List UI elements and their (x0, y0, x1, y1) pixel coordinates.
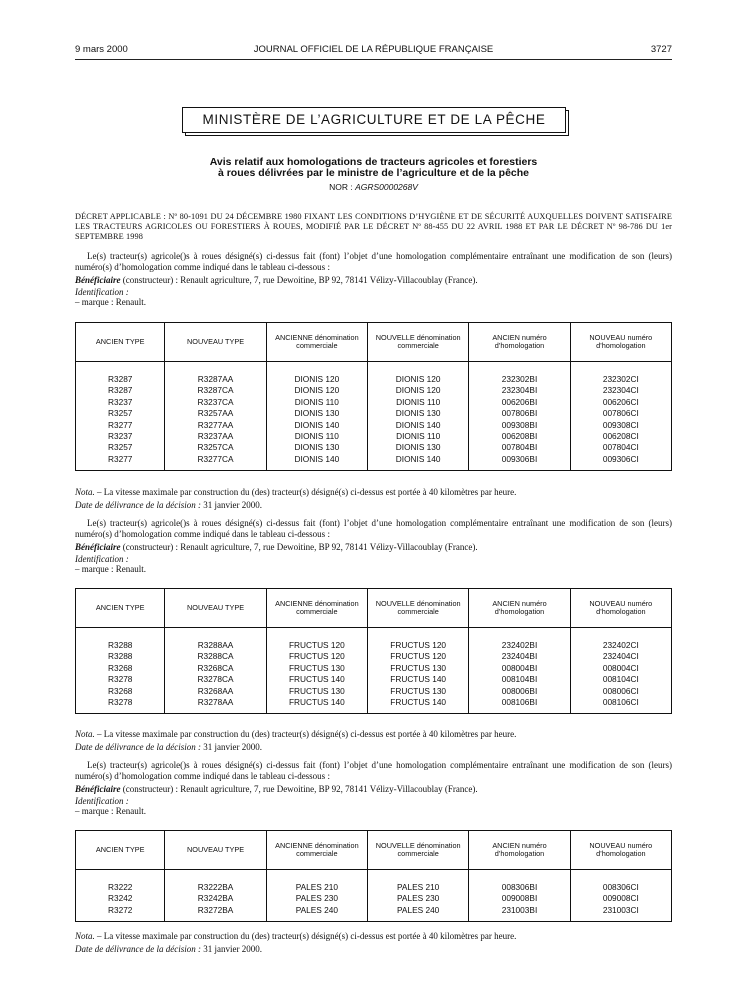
col-nouveau-homol: NOUVEAU numéro d’homologation (570, 831, 671, 870)
section-3-notes (75, 930, 672, 955)
nota-label: Nota. (75, 729, 95, 739)
issue-date: 9 mars 2000 (75, 44, 128, 55)
cell-nouveau-type: R3257AA (165, 408, 266, 419)
cell-ancienne-denom: PALES 230 (266, 893, 367, 904)
section-2-identification: Identification : (75, 553, 129, 564)
col-ancien-homol: ANCIEN numéro d’homologation (469, 323, 570, 362)
cell-nouveau-homol: 232304CI (602, 385, 639, 396)
table-row (76, 374, 672, 385)
beneficiaire-text: (constructeur) : Renault agriculture, 7, rue Dewoitine, BP 92, 78141 Vélizy-Villacoublay (France). (120, 784, 478, 795)
cell-ancienne-denom: PALES 210 (266, 882, 367, 893)
table-spacer-row (76, 870, 672, 883)
cell-ancien-type: R3268 (76, 686, 165, 697)
spacer-cell (570, 465, 671, 471)
table-row (76, 442, 672, 453)
cell-ancien-homol: 231003BI (469, 905, 570, 916)
spacer-cell (469, 708, 570, 714)
spacer-cell (165, 916, 266, 922)
col-ancienne-denom: ANCIENNE dénomination commerciale (266, 589, 367, 628)
section-1-beneficiaire (75, 275, 672, 286)
table-row (76, 697, 672, 708)
cell-nouveau-homol: 007804CI (602, 442, 639, 453)
spacer-cell (76, 362, 165, 375)
date-value: 31 janvier 2000. (200, 741, 262, 752)
nor-value: AGRS0000268V (355, 182, 418, 192)
spacer-cell (368, 708, 469, 714)
spacer-cell (165, 362, 266, 375)
cell-ancienne-denom: FRUCTUS 140 (266, 697, 367, 708)
table-row (76, 905, 672, 916)
spacer-cell (368, 628, 469, 641)
cell-ancien-homol: 232404BI (469, 651, 570, 662)
col-ancien-homol: ANCIEN numéro d’homologation (469, 589, 570, 628)
date-label: Date de délivrance de la décision : (75, 499, 201, 510)
spacer-cell (570, 628, 671, 641)
cell-ancien-type: R3278 (76, 697, 165, 708)
spacer-cell (76, 628, 165, 641)
cell-nouveau-type: R3277AA (165, 420, 266, 431)
cell-ancien-type: R3237 (76, 397, 165, 408)
cell-nouvelle-denom: FRUCTUS 120 (368, 640, 469, 651)
cell-ancien-type: R3222 (76, 882, 165, 893)
section-2-marque: – marque : Renault. (75, 564, 146, 575)
cell-nouveau-homol: 008306CI (602, 882, 639, 892)
spacer-cell (469, 362, 570, 375)
table-row (76, 385, 672, 396)
col-nouveau-type: NOUVEAU TYPE (165, 323, 266, 362)
header-rule (75, 59, 672, 60)
cell-nouveau-homol: 006206CI (602, 396, 639, 407)
decree-text: DÉCRET APPLICABLE : Nº 80-1091 DU 24 DÉCEMBRE 1980 FIXANT LES CONDITIONS D’HYGIÈNE ET DE SÉCURITÉ AUXQUELLES DOIVENT SATISFAIRE LES TRACTEURS AGRICOLES OU FORESTIERS À ROUES, MODIFIÉ PAR LE DÉCRET Nº 88-455 DU 22 AVRIL 1988 ET PAR LE DÉCRET Nº 98-786 DU 1er SEPTEMBRE 1998 (75, 212, 672, 242)
cell-ancien-homol: 009308BI (469, 420, 570, 431)
section-2-table (75, 588, 672, 714)
cell-nouvelle-denom: DIONIS 120 (368, 374, 469, 385)
col-ancienne-denom: ANCIENNE dénomination commerciale (266, 323, 367, 362)
section-2-intro: Le(s) tracteur(s) agricole()s à roues désigné(s) ci-dessus fait (font) l’objet d’une homologation complémentaire entraînant une modification de son (leurs) numéro(s) d’homologation comme indiqué dans le tableau ci-dessous : (75, 518, 672, 539)
cell-ancienne-denom: DIONIS 120 (266, 385, 367, 396)
beneficiaire-text: (constructeur) : Renault agriculture, 7, rue Dewoitine, BP 92, 78141 Vélizy-Villacoublay (France). (120, 275, 478, 286)
spacer-cell (266, 708, 367, 714)
nota-text: – La vitesse maximale par construction du (des) tracteur(s) désigné(s) ci-dessus est portée à 40 kilomètres par heure. (94, 487, 517, 497)
cell-nouveau-type: R3242BA (165, 893, 266, 904)
spacer-cell (165, 870, 266, 883)
cell-ancienne-denom: DIONIS 120 (266, 374, 367, 385)
cell-ancienne-denom: DIONIS 140 (266, 420, 367, 431)
spacer-cell (76, 916, 165, 922)
section-2-notes (75, 728, 672, 753)
journal-title: JOURNAL OFFICIEL DE LA RÉPUBLIQUE FRANÇAISE (253, 44, 494, 55)
nota-text: – La vitesse maximale par construction du (des) tracteur(s) désigné(s) ci-dessus est portée à 40 kilomètres par heure. (94, 931, 517, 941)
cell-ancien-homol: 006206BI (469, 397, 570, 408)
cell-ancienne-denom: FRUCTUS 140 (266, 674, 367, 685)
cell-ancien-type: R3268 (76, 663, 165, 674)
cell-nouveau-homol: 009308CI (602, 419, 639, 430)
cell-ancien-homol: 008104BI (469, 674, 570, 685)
section-3-beneficiaire (75, 784, 672, 795)
section-3-table (75, 830, 672, 922)
col-nouvelle-denom: NOUVELLE dénomination commerciale (368, 589, 469, 628)
cell-ancien-homol: 008004BI (469, 663, 570, 674)
beneficiaire-label: Bénéficiaire (75, 542, 121, 553)
cell-nouveau-type: R3268AA (165, 686, 266, 697)
spacer-cell (165, 628, 266, 641)
section-2-beneficiaire (75, 542, 672, 553)
section-3-intro-block (75, 760, 672, 817)
section-2-table-body (76, 628, 672, 714)
cell-nouveau-homol: 007806CI (602, 408, 639, 419)
cell-nouveau-homol: 009008CI (602, 893, 639, 904)
cell-ancien-type: R3257 (76, 408, 165, 419)
spacer-cell (469, 870, 570, 883)
table-spacer-row (76, 465, 672, 471)
table-row (76, 408, 672, 419)
spacer-cell (76, 870, 165, 883)
table-row (76, 454, 672, 465)
cell-ancien-homol: 009306BI (469, 454, 570, 465)
col-ancienne-denom: ANCIENNE dénomination commerciale (266, 831, 367, 870)
cell-nouvelle-denom: PALES 240 (368, 905, 469, 916)
spacer-cell (266, 362, 367, 375)
cell-nouvelle-denom: DIONIS 110 (368, 397, 469, 408)
nor-reference (75, 182, 672, 192)
date-value: 31 janvier 2000. (200, 499, 262, 510)
section-1-notes (75, 486, 672, 511)
table-row (76, 663, 672, 674)
table-header-row (76, 323, 672, 362)
col-ancien-type: ANCIEN TYPE (76, 831, 165, 870)
section-3-identification: Identification : (75, 795, 129, 806)
spacer-cell (570, 916, 671, 922)
table-spacer-row (76, 916, 672, 922)
cell-ancienne-denom: FRUCTUS 120 (266, 651, 367, 662)
cell-ancien-homol: 232402BI (469, 640, 570, 651)
section-1-intro: Le(s) tracteur(s) agricole()s à roues désigné(s) ci-dessus fait (font) l’objet d’une homologation complémentaire entraînant une modification de son (leurs) numéro(s) d’homologation comme indiqué dans le tableau ci-dessous : (75, 251, 672, 272)
cell-nouveau-type: R3288AA (165, 640, 266, 651)
cell-nouvelle-denom: DIONIS 120 (368, 385, 469, 396)
cell-ancien-homol: 007806BI (469, 408, 570, 419)
col-ancien-type: ANCIEN TYPE (76, 589, 165, 628)
table-row (76, 397, 672, 408)
section-3-table-body (76, 870, 672, 922)
cell-nouveau-homol: 008104CI (602, 674, 639, 685)
table-row (76, 674, 672, 685)
cell-nouveau-homol: 232302CI (602, 374, 639, 384)
cell-nouvelle-denom: DIONIS 140 (368, 420, 469, 431)
nor-label: NOR : (329, 182, 353, 192)
spacer-cell (368, 870, 469, 883)
cell-ancien-homol: 232304BI (469, 385, 570, 396)
spacer-cell (368, 362, 469, 375)
notice-title-line-1: Avis relatif aux homologations de tracteurs agricoles et forestiers (209, 156, 538, 168)
spacer-cell (165, 465, 266, 471)
spacer-cell (469, 465, 570, 471)
section-1-identification: Identification : (75, 286, 129, 297)
spacer-cell (76, 708, 165, 714)
date-value: 31 janvier 2000. (200, 943, 262, 954)
cell-ancien-homol: 006208BI (469, 431, 570, 442)
cell-nouveau-type: R3268CA (165, 663, 266, 674)
cell-nouveau-homol: 232404CI (602, 651, 639, 662)
spacer-cell (165, 708, 266, 714)
ministry-box: MINISTÈRE DE L’AGRICULTURE ET DE LA PÊCHE (182, 107, 566, 133)
cell-ancien-type: R3278 (76, 674, 165, 685)
cell-nouveau-type: R3222BA (165, 882, 266, 893)
section-1-intro-block (75, 251, 672, 308)
cell-ancien-type: R3277 (76, 420, 165, 431)
date-label: Date de délivrance de la décision : (75, 943, 201, 954)
table-row (76, 431, 672, 442)
page-number: 3727 (650, 44, 672, 55)
col-nouveau-homol: NOUVEAU numéro d’homologation (570, 589, 671, 628)
cell-nouveau-homol: 009306CI (602, 453, 639, 464)
beneficiaire-label: Bénéficiaire (75, 784, 121, 795)
col-ancien-homol: ANCIEN numéro d’homologation (469, 831, 570, 870)
table-header-row (76, 589, 672, 628)
section-3-marque: – marque : Renault. (75, 806, 146, 817)
cell-nouveau-type: R3287CA (165, 385, 266, 396)
cell-nouvelle-denom: FRUCTUS 120 (368, 651, 469, 662)
cell-ancienne-denom: DIONIS 130 (266, 442, 367, 453)
cell-nouveau-homol: 006208CI (602, 431, 639, 442)
beneficiaire-text: (constructeur) : Renault agriculture, 7, rue Dewoitine, BP 92, 78141 Vélizy-Villacoublay (France). (120, 542, 478, 553)
cell-nouvelle-denom: DIONIS 110 (368, 431, 469, 442)
cell-ancien-type: R3237 (76, 431, 165, 442)
notice-title-line-2: à roues délivrées par le ministre de l’agriculture et de la pêche (217, 167, 530, 179)
table-row (76, 882, 672, 893)
cell-ancien-homol: 007804BI (469, 442, 570, 453)
cell-ancien-type: R3287 (76, 374, 165, 385)
cell-nouveau-type: R3287AA (165, 374, 266, 385)
cell-ancienne-denom: FRUCTUS 130 (266, 686, 367, 697)
cell-nouveau-type: R3278AA (165, 697, 266, 708)
notice-title (75, 157, 672, 179)
section-1-table (75, 322, 672, 471)
cell-nouveau-type: R3277CA (165, 454, 266, 465)
cell-nouvelle-denom: FRUCTUS 140 (368, 674, 469, 685)
beneficiaire-label: Bénéficiaire (75, 275, 121, 286)
cell-nouveau-type: R3237AA (165, 431, 266, 442)
cell-nouveau-homol: 232402CI (602, 640, 639, 650)
spacer-cell (266, 870, 367, 883)
cell-nouveau-homol: 008106CI (602, 697, 639, 708)
col-nouveau-type: NOUVEAU TYPE (165, 831, 266, 870)
cell-nouveau-homol: 231003CI (602, 904, 639, 915)
table-row (76, 640, 672, 651)
cell-ancienne-denom: DIONIS 130 (266, 408, 367, 419)
cell-nouveau-type: R3272BA (165, 905, 266, 916)
cell-nouveau-type: R3257CA (165, 442, 266, 453)
section-1-table-body (76, 362, 672, 471)
spacer-cell (266, 916, 367, 922)
nota-label: Nota. (75, 487, 95, 497)
cell-nouveau-homol: 008006CI (602, 685, 639, 696)
cell-ancien-type: R3288 (76, 640, 165, 651)
cell-ancien-homol: 009008BI (469, 893, 570, 904)
nota-label: Nota. (75, 931, 95, 941)
table-spacer-row (76, 708, 672, 714)
cell-nouvelle-denom: DIONIS 140 (368, 454, 469, 465)
spacer-cell (266, 628, 367, 641)
spacer-cell (368, 916, 469, 922)
table-spacer-row (76, 628, 672, 641)
table-header-row (76, 831, 672, 870)
table-row (76, 686, 672, 697)
cell-nouvelle-denom: PALES 230 (368, 893, 469, 904)
cell-nouveau-type: R3237CA (165, 397, 266, 408)
cell-nouveau-type: R3288CA (165, 651, 266, 662)
cell-ancienne-denom: FRUCTUS 130 (266, 663, 367, 674)
cell-ancienne-denom: DIONIS 140 (266, 454, 367, 465)
cell-ancienne-denom: DIONIS 110 (266, 431, 367, 442)
spacer-cell (469, 628, 570, 641)
table-row (76, 651, 672, 662)
cell-nouvelle-denom: FRUCTUS 130 (368, 686, 469, 697)
cell-nouvelle-denom: FRUCTUS 130 (368, 663, 469, 674)
table-row (76, 420, 672, 431)
table-spacer-row (76, 362, 672, 375)
spacer-cell (368, 465, 469, 471)
cell-ancienne-denom: DIONIS 110 (266, 397, 367, 408)
spacer-cell (570, 708, 671, 714)
spacer-cell (76, 465, 165, 471)
spacer-cell (570, 362, 671, 375)
nota-text: – La vitesse maximale par construction du (des) tracteur(s) désigné(s) ci-dessus est portée à 40 kilomètres par heure. (94, 729, 517, 739)
col-nouveau-homol: NOUVEAU numéro d’homologation (570, 323, 671, 362)
col-ancien-type: ANCIEN TYPE (76, 323, 165, 362)
cell-nouvelle-denom: DIONIS 130 (368, 408, 469, 419)
cell-nouvelle-denom: DIONIS 130 (368, 442, 469, 453)
cell-ancien-type: R3287 (76, 385, 165, 396)
col-nouvelle-denom: NOUVELLE dénomination commerciale (368, 323, 469, 362)
section-2-intro-block (75, 518, 672, 575)
spacer-cell (469, 916, 570, 922)
cell-ancienne-denom: FRUCTUS 120 (266, 640, 367, 651)
cell-nouvelle-denom: PALES 210 (368, 882, 469, 893)
cell-ancien-type: R3277 (76, 454, 165, 465)
cell-ancien-homol: 232302BI (469, 374, 570, 385)
cell-nouvelle-denom: FRUCTUS 140 (368, 697, 469, 708)
section-1-marque: – marque : Renault. (75, 297, 146, 308)
cell-nouveau-type: R3278CA (165, 674, 266, 685)
spacer-cell (570, 870, 671, 883)
cell-ancien-type: R3272 (76, 905, 165, 916)
spacer-cell (266, 465, 367, 471)
cell-ancien-type: R3257 (76, 442, 165, 453)
table-row (76, 893, 672, 904)
cell-nouveau-homol: 008004CI (602, 662, 639, 673)
cell-ancien-homol: 008106BI (469, 697, 570, 708)
cell-ancien-homol: 008006BI (469, 686, 570, 697)
cell-ancien-type: R3288 (76, 651, 165, 662)
date-label: Date de délivrance de la décision : (75, 741, 201, 752)
cell-ancien-type: R3242 (76, 893, 165, 904)
col-nouveau-type: NOUVEAU TYPE (165, 589, 266, 628)
section-3-intro: Le(s) tracteur(s) agricole()s à roues désigné(s) ci-dessus fait (font) l’objet d’une homologation complémentaire entraînant une modification de son (leurs) numéro(s) d’homologation comme indiqué dans le tableau ci-dessous : (75, 760, 672, 781)
cell-ancien-homol: 008306BI (469, 882, 570, 893)
col-nouvelle-denom: NOUVELLE dénomination commerciale (368, 831, 469, 870)
cell-ancienne-denom: PALES 240 (266, 905, 367, 916)
